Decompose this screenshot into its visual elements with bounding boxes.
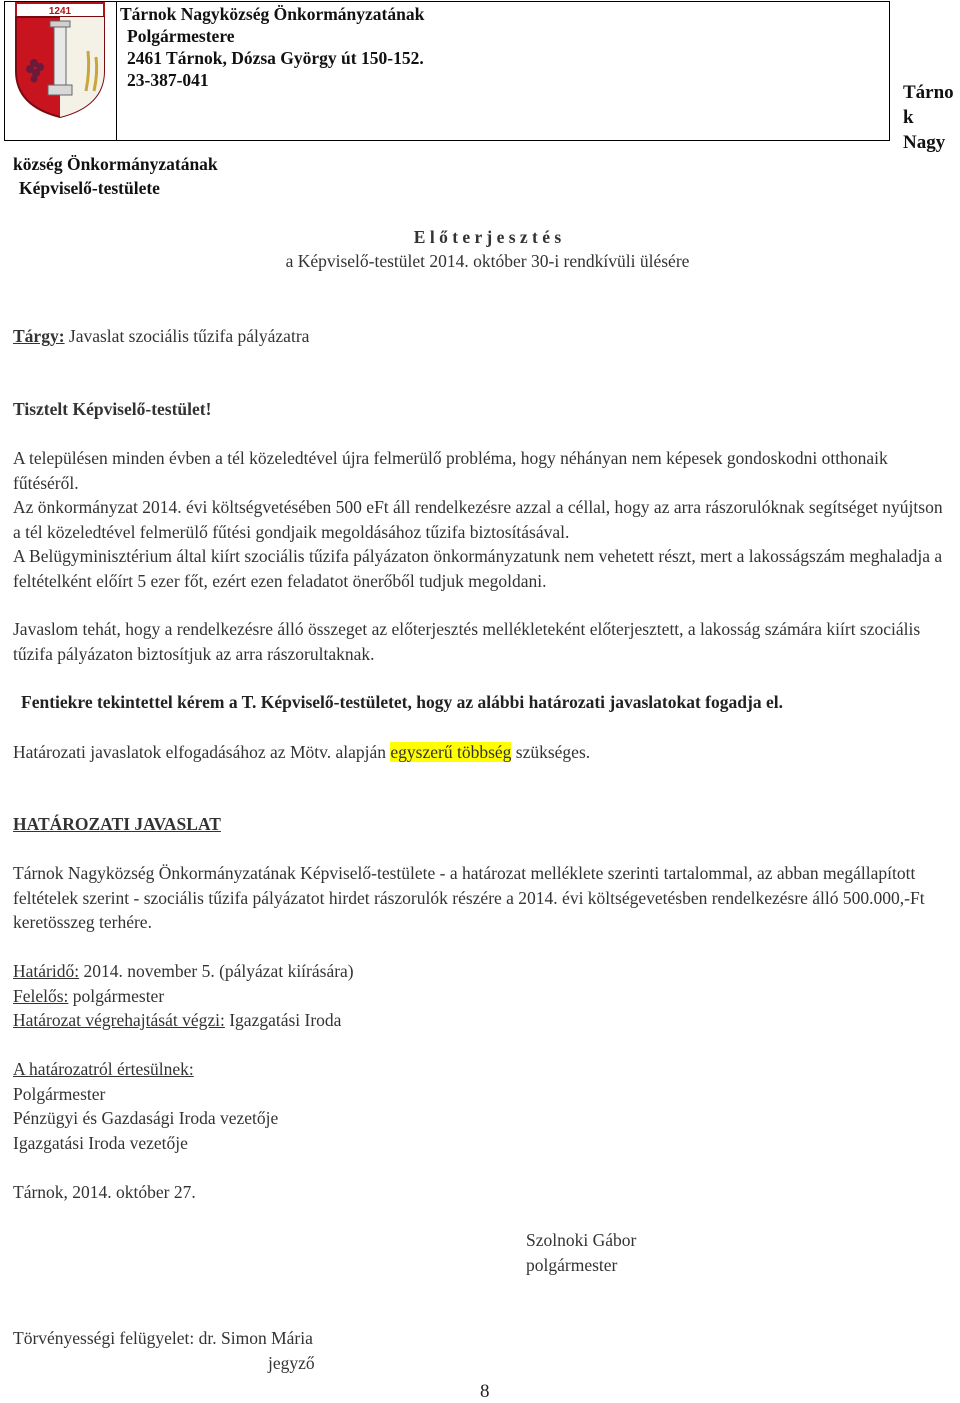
subject-line — [13, 324, 309, 349]
executor-line — [13, 1008, 341, 1033]
subject-label: Tárgy: — [13, 326, 65, 346]
org-name: Tárnok Nagyközség Önkormányzatának — [120, 4, 425, 24]
side-word-2: k — [903, 107, 914, 128]
municipal-crest-logo — [4, 1, 116, 119]
resolution-text: Tárnok Nagyközség Önkormányzatának Képviselő-testülete - a határozat melléklete szerinti tartalommal, az abban megállapított feltételek szerint - szociális tűzifa pályázatot hirdet rászorulók részére a 2014. évi költségevetésben rendelkezésre álló 500.000,-Ft keretösszeg terhére. — [13, 863, 925, 932]
org-address: 2461 Tárnok, Dózsa György út 150-152. — [127, 48, 424, 68]
place-date: Tárnok, 2014. október 27. — [13, 1182, 196, 1202]
responsible-value: polgármester — [68, 986, 165, 1006]
paragraph-2: Az önkormányzat 2014. évi költségvetésében 500 eFt áll rendelkezésre azzal a céllal, hogy az arra rászorulóknak segítséget nyújtson a tél közeledtével felmerülő fűtési gondjaik megoldásához tűzifa biztosításával. — [13, 497, 943, 542]
svg-text:1241: 1241 — [48, 6, 72, 17]
body-name-line2: Képviselő-testülete — [19, 178, 160, 198]
responsible-label: Felelős: — [13, 986, 69, 1006]
resolution-heading: HATÁROZATI JAVASLAT — [13, 814, 221, 834]
majority-suffix: szükséges. — [511, 742, 591, 762]
notified-item: Polgármester — [13, 1084, 106, 1104]
executor-label: Határozat végrehajtását végzi: — [13, 1010, 225, 1030]
notified-item: Igazgatási Iroda vezetője — [13, 1133, 188, 1153]
paragraph-4: Javaslom tehát, hogy a rendelkezésre álló összeget az előterjesztés mellékleteként előterjesztett, a lakosság számára kiírt szociális tűzifa pályázaton biztosítjuk az arra rászorultaknak. — [13, 619, 921, 664]
document-title: E l ő t e r j e s z t é s — [413, 227, 562, 247]
request-statement: Fentiekre tekintettel kérem a T. Képviselő-testületet, hogy az alábbi határozati javaslatokat fogadja el. — [21, 692, 783, 712]
notified-label: A határozatról értesülnek: — [13, 1059, 194, 1079]
org-role: Polgármestere — [127, 26, 235, 46]
deadline-label: Határidő: — [13, 961, 80, 981]
page-number: 8 — [480, 1381, 490, 1402]
paragraph-1: A településen minden évben a tél közeledtével újra felmerülő probléma, hogy néhányan nem képesek gondoskodni otthonaik fűtéséről. — [13, 448, 888, 493]
supervision-title: jegyző — [268, 1353, 315, 1373]
majority-highlight: egyszerű többség — [390, 742, 512, 762]
side-word-1: Tárno — [903, 82, 954, 103]
deadline-line — [13, 959, 354, 984]
executor-value: Igazgatási Iroda — [224, 1010, 342, 1030]
majority-statement — [13, 740, 590, 765]
crest-cell — [4, 1, 117, 141]
org-phone: 23-387-041 — [127, 70, 209, 90]
notified-item: Pénzügyi és Gazdasági Iroda vezetője — [13, 1108, 279, 1128]
body-name-line1: község Önkormányzatának — [13, 154, 218, 174]
document-subtitle: a Képviselő-testület 2014. október 30-i rendkívüli ülésére — [285, 251, 690, 271]
majority-prefix: Határozati javaslatok elfogadásához az Mötv. alapján — [13, 742, 391, 762]
side-word-3: Nagy — [903, 132, 946, 153]
paragraph-3: A Belügyminisztérium által kiírt szociális tűzifa pályázaton önkormányzatunk nem vehetett részt, mert a lakosságszám meghaladja a feltételként előírt 5 ezer főt, ezért ezen feladatot önerőből tudjuk megoldani. — [13, 546, 943, 591]
supervision-line: Törvényességi felügyelet: dr. Simon Mária — [13, 1328, 313, 1348]
greeting: Tisztelt Képviselő-testület! — [13, 399, 212, 419]
signer-title: polgármester — [526, 1255, 618, 1275]
deadline-value: 2014. november 5. (pályázat kiírására) — [79, 961, 354, 981]
responsible-line — [13, 984, 164, 1009]
signer-name: Szolnoki Gábor — [526, 1230, 637, 1250]
subject-text: Javaslat szociális tűzifa pályázatra — [64, 326, 310, 346]
